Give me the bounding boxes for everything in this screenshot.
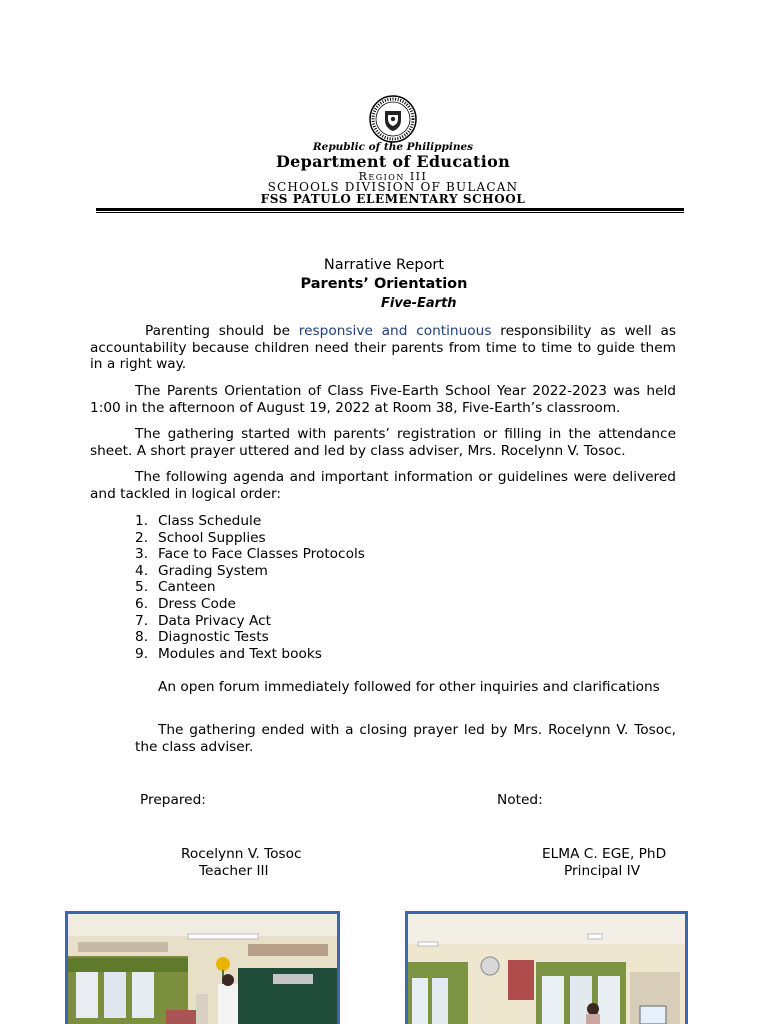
principal-position: Principal IV	[564, 863, 641, 879]
event-title: Parents’ Orientation	[300, 276, 468, 292]
letterhead-divider	[96, 208, 684, 211]
classroom-photo-left	[65, 911, 340, 1024]
agenda-text: Canteen	[158, 579, 216, 596]
agenda-item	[135, 613, 365, 630]
agenda-number: 9.	[135, 645, 149, 662]
agenda-text: Grading System	[158, 562, 268, 579]
intro-start: Parenting should be	[145, 323, 299, 339]
classroom-photo-chalkboard-image	[68, 914, 337, 1024]
agenda-item	[135, 596, 365, 613]
paragraph-closing: The gathering ended with a closing prayer led by Mrs. Rocelynn V. Tosoc, the class adviser.	[135, 722, 676, 755]
agenda-number: 7.	[135, 612, 149, 629]
paragraph-schedule: The Parents Orientation of Class Five-Earth School Year 2022-2023 was held 1:00 in the afternoon of August 19, 2022 at Room 38, Five-Earth’s classroom.	[90, 383, 676, 416]
paragraph-agenda-intro: The following agenda and important information or guidelines were delivered and tackled in logical order:	[90, 469, 676, 502]
classroom-photo-right	[405, 911, 688, 1024]
paragraph-registration: The gathering started with parents’ registration or filling in the attendance sheet. A short prayer uttered and led by class adviser, Mrs. Rocelynn V. Tosoc.	[90, 426, 676, 459]
agenda-text: Dress Code	[158, 595, 236, 612]
principal-name: ELMA C. EGE, PhD	[542, 846, 667, 862]
agenda-number: 3.	[135, 546, 149, 563]
preparer-position: Teacher III	[199, 863, 269, 879]
agenda-number: 8.	[135, 629, 149, 646]
preparer-name: Rocelynn V. Tosoc	[181, 846, 302, 862]
deped-seal-icon	[364, 94, 422, 144]
agenda-text: Modules and Text books	[158, 645, 322, 662]
agenda-text: Diagnostic Tests	[158, 629, 269, 646]
agenda-text: Face to Face Classes Protocols	[158, 546, 365, 563]
letterhead-republic: Republic of the Philippines	[312, 141, 474, 153]
agenda-item	[135, 530, 365, 547]
classroom-photo-windows-image	[408, 914, 685, 1024]
agenda-number: 5.	[135, 579, 149, 596]
report-title: Narrative Report	[323, 257, 445, 273]
agenda-item	[135, 513, 365, 530]
paragraph-intro	[90, 323, 676, 373]
agenda-number: 1.	[135, 513, 149, 529]
agenda-item	[135, 546, 365, 563]
agenda-list	[135, 513, 365, 662]
intro-end: responsibility as well as accountability because children need their parents from time to time to guide them in a right way.	[90, 323, 676, 373]
agenda-item	[135, 563, 365, 580]
noted-label: Noted:	[497, 792, 543, 808]
agenda-number: 6.	[135, 595, 149, 612]
letterhead-region: Region III	[358, 170, 428, 183]
agenda-item	[135, 629, 365, 646]
agenda-number: 4.	[135, 562, 149, 579]
agenda-item	[135, 646, 365, 663]
prepared-label: Prepared:	[140, 792, 206, 808]
agenda-item	[135, 579, 365, 596]
letterhead-division: SCHOOLS DIVISION OF BULACAN	[267, 180, 519, 194]
letterhead-department: Department of Education	[275, 152, 511, 171]
agenda-text: Data Privacy Act	[158, 612, 271, 629]
agenda-number: 2.	[135, 529, 149, 546]
paragraph-open-forum: An open forum immediately followed for other inquiries and clarifications	[158, 679, 660, 695]
agenda-text: Class Schedule	[158, 513, 262, 529]
agenda-text: School Supplies	[158, 529, 266, 546]
intro-highlight: responsive and continuous	[298, 323, 492, 339]
class-name: Five-Earth	[381, 296, 457, 311]
letterhead-school: FSS PATULO ELEMENTARY SCHOOL	[260, 192, 526, 206]
letterhead-divider-thin	[96, 212, 684, 213]
